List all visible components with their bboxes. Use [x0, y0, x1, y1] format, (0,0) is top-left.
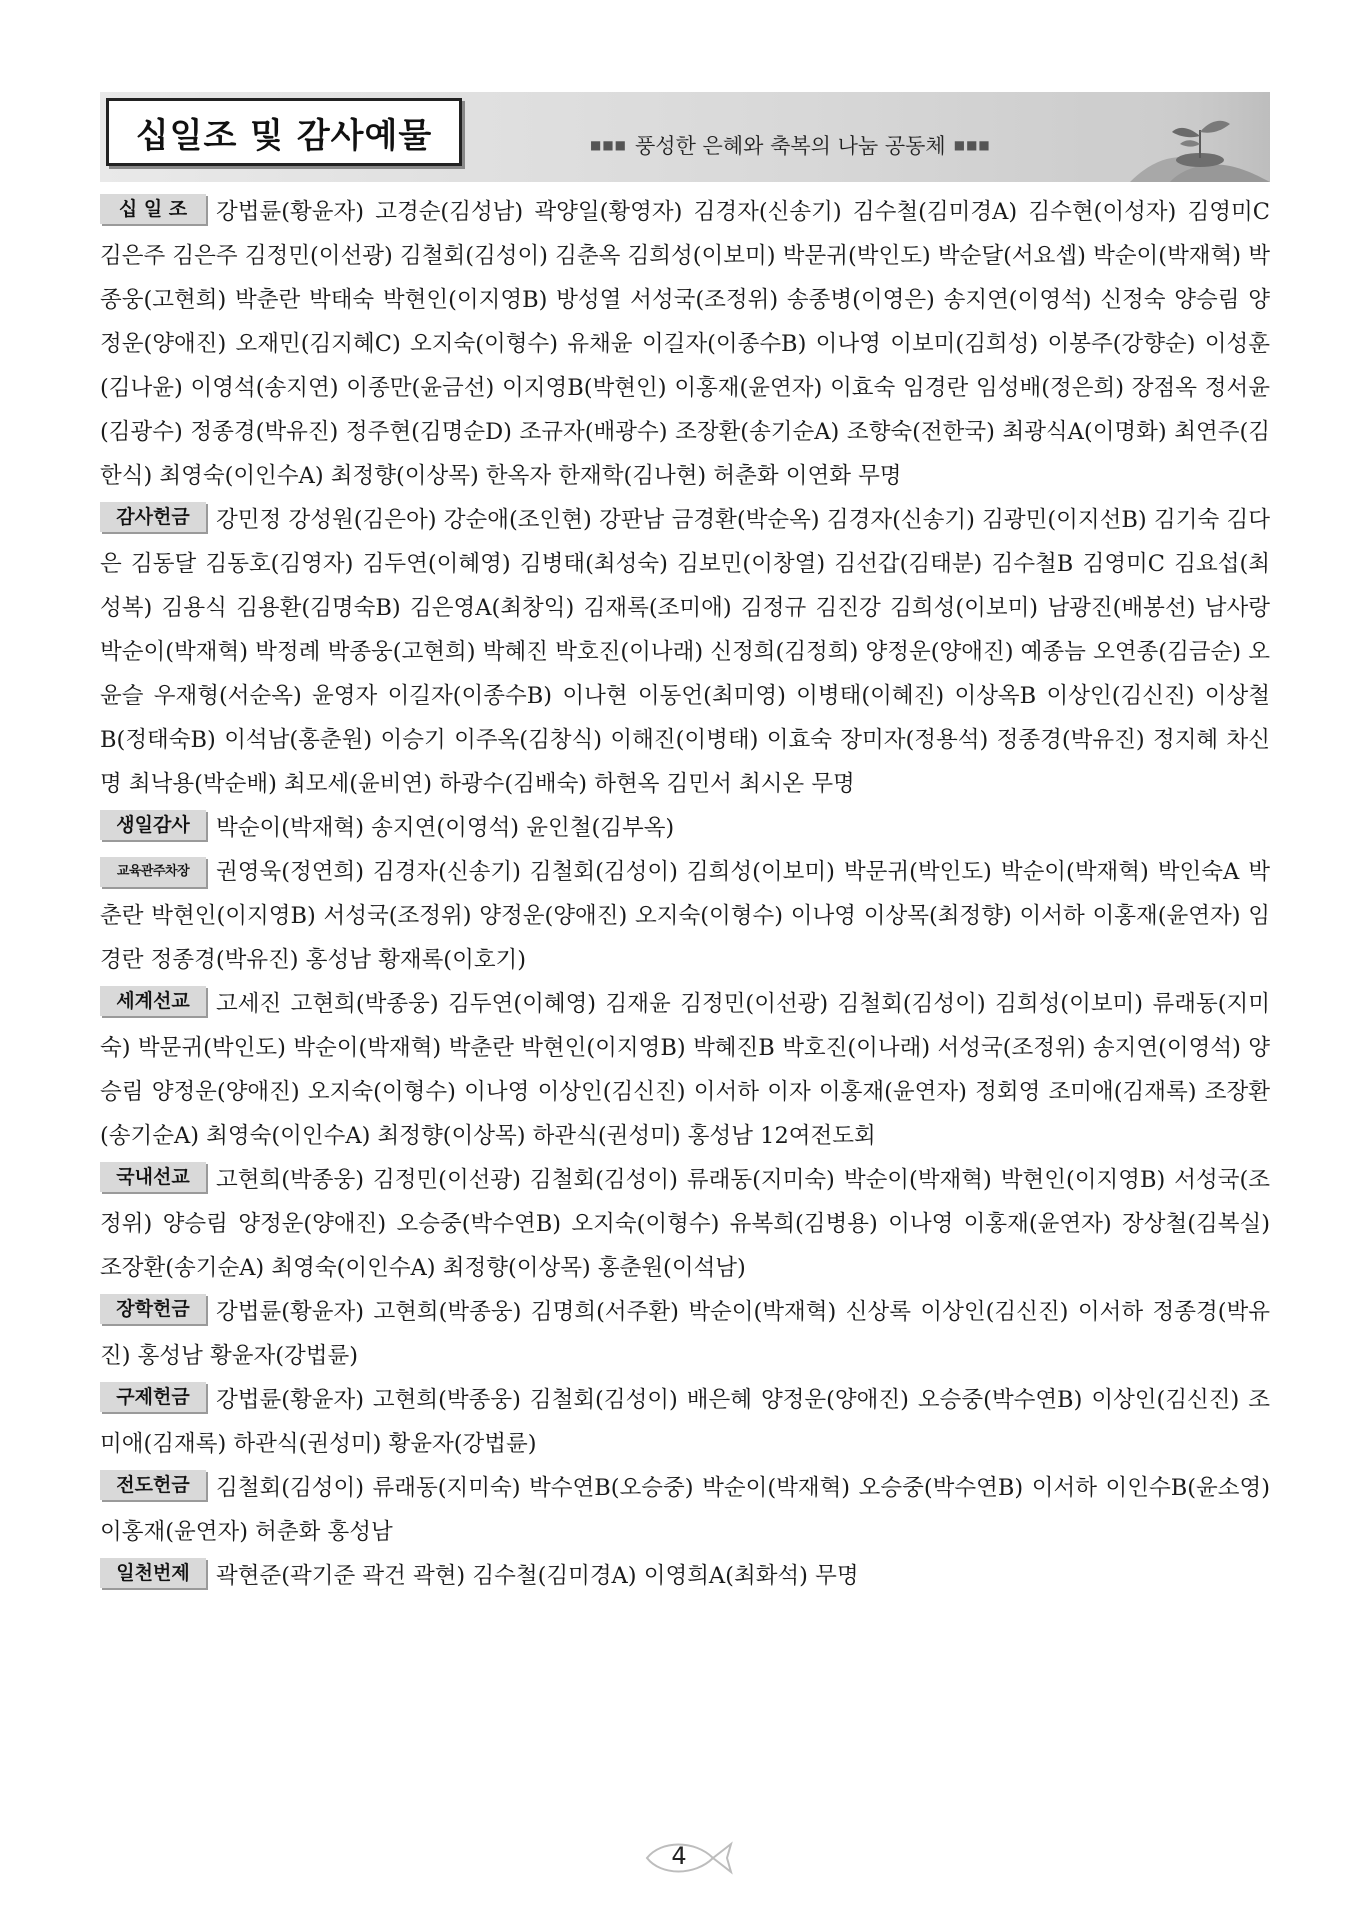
section-header-banner: [100, 92, 1270, 182]
section-label-tithe: 십 일 조: [100, 194, 206, 224]
page-number-text: 4: [671, 1842, 687, 1870]
section-label-evangelism: 전도헌금: [100, 1470, 206, 1500]
section-names-tithe: 강법륜(황윤자) 고경순(김성남) 곽양일(황영자) 김경자(신송기) 김수철(김미경A) 김수현(이성자) 김영미C 김은주 김은주 김정민(이선광) 김철회(김성이) 김춘옥 김희성(이보미) 박문귀(박인도) 박순달(서요셉) 박순이(박재혁) 박종웅(고현희) 박춘란 박태숙 박현인(이지영B) 방성열 서성국(조정위) 송종병(이영은) 송지연(이영석) 신정숙 양승림 양정운(양애진) 오재민(김지혜C) 오지숙(이형수) 유채윤 이길자(이종수B) 이나영 이보미(김희성) 이봉주(강향순) 이성훈(김나윤) 이영석(송지연) 이종만(윤금선) 이지영B(박현인) 이홍재(윤연자) 이효숙 임경란 임성배(정은희) 장점옥 정서윤(김광수) 정종경(박유진) 정주현(김명순D) 조규자(배광수) 조장환(송기순A) 조향숙(전한국) 최광식A(이명화) 최연주(김한식) 최영숙(이인수A) 최정향(이상목) 한옥자 한재학(김나현) 허춘화 이연화 무명: [100, 199, 1270, 489]
section-names-world-mission: 고세진 고현희(박종웅) 김두연(이혜영) 김재윤 김정민(이선광) 김철회(김성이) 김희성(이보미) 류래동(지미숙) 박문귀(박인도) 박순이(박재혁) 박춘란 박현인(이지영B) 박혜진B 박호진(이나래) 서성국(조정위) 송지연(이영석) 양승림 양정운(양애진) 오지숙(이형수) 이나영 이상인(김신진) 이서하 이자 이홍재(윤연자) 정회영 조미애(김재록) 조장환(송기순A) 최영숙(이인수A) 최정향(이상목) 하관식(권성미) 홍성남 12여전도회: [100, 991, 1270, 1149]
hands-with-sprout-image: [1100, 92, 1270, 182]
section-names-relief: 강법륜(황윤자) 고현희(박종웅) 김철회(김성이) 배은혜 양정운(양애진) 오승중(박수연B) 이상인(김신진) 조미애(김재록) 하관식(권성미) 황윤자(강법륜): [100, 1387, 1270, 1457]
section-names-thousand-offerings: 곽현준(곽기준 곽건 곽현) 김수철(김미경A) 이영희A(최화석) 무명: [216, 1563, 859, 1589]
section-label-world-mission: 세계선교: [100, 986, 206, 1016]
section-tithe: [100, 190, 1270, 498]
section-label-thousand-offerings: 일천번제: [100, 1558, 206, 1588]
section-names-birthday: 박순이(박재혁) 송지연(이영석) 윤인철(김부옥): [216, 815, 675, 841]
section-label-education-parking: 교육관주차장: [100, 857, 206, 887]
subtitle-dots-left: ■■■: [590, 138, 628, 152]
section-label-thanksgiving: 감사헌금: [100, 502, 206, 532]
subtitle-text: 풍성한 은혜와 축복의 나눔 공동체: [635, 134, 946, 158]
section-names-scholarship: 강법륜(황윤자) 고현희(박종웅) 김명희(서주환) 박순이(박재혁) 신상록 이상인(김신진) 이서하 정종경(박유진) 홍성남 황윤자(강법륜): [100, 1299, 1270, 1369]
page-number: [643, 1836, 733, 1880]
page-title: 십일조 및 감사예물: [106, 98, 462, 166]
section-label-domestic-mission: 국내선교: [100, 1162, 206, 1192]
section-label-scholarship: 장학헌금: [100, 1294, 206, 1324]
section-world-mission: [100, 982, 1270, 1158]
section-thousand-offerings: [100, 1554, 1270, 1598]
section-education-parking: [100, 850, 1270, 982]
section-birthday: [100, 806, 1270, 850]
section-names-thanksgiving: 강민정 강성원(김은아) 강순애(조인현) 강판남 금경환(박순옥) 김경자(신송기) 김광민(이지선B) 김기숙 김다은 김동달 김동호(김영자) 김두연(이혜영) 김병태(최성숙) 김보민(이창열) 김선갑(김태분) 김수철B 김영미C 김요섭(최성복) 김용식 김용환(김명숙B) 김은영A(최창익) 김재록(조미애) 김정규 김진강 김희성(이보미) 남광진(배봉선) 남사랑 박순이(박재혁) 박정례 박종웅(고현희) 박혜진 박호진(이나래) 신정희(김정희) 양정운(양애진) 예종늠 오연종(김금순) 오윤슬 우재형(서순옥) 윤영자 이길자(이종수B) 이나현 이동언(최미영) 이병태(이혜진) 이상옥B 이상인(김신진) 이상철B(정태숙B) 이석남(홍춘원) 이승기 이주옥(김창식) 이해진(이병태) 이효숙 장미자(정용석) 정종경(박유진) 정지혜 차신명 최낙용(박순배) 최모세(윤비연) 하광수(김배숙) 하현옥 김민서 최시온 무명: [100, 507, 1270, 797]
page-subtitle: [590, 130, 991, 160]
section-names-education-parking: 권영욱(정연희) 김경자(신송기) 김철회(김성이) 김희성(이보미) 박문귀(박인도) 박순이(박재혁) 박인숙A 박춘란 박현인(이지영B) 서성국(조정위) 양정운(양애진) 오지숙(이형수) 이나영 이상목(최정향) 이서하 이홍재(윤연자) 임경란 정종경(박유진) 홍성남 황재록(이호기): [100, 859, 1270, 973]
section-thanksgiving: [100, 498, 1270, 806]
subtitle-dots-right: ■■■: [953, 138, 991, 152]
section-names-domestic-mission: 고현희(박종웅) 김정민(이선광) 김철회(김성이) 류래동(지미숙) 박순이(박재혁) 박현인(이지영B) 서성국(조정위) 양승림 양정운(양애진) 오승중(박수연B) 오지숙(이형수) 유복희(김병용) 이나영 이홍재(윤연자) 장상철(김복실) 조장환(송기순A) 최영숙(이인수A) 최정향(이상목) 홍춘원(이석남): [100, 1167, 1270, 1281]
section-evangelism: [100, 1466, 1270, 1554]
section-domestic-mission: [100, 1158, 1270, 1290]
section-scholarship: [100, 1290, 1270, 1378]
section-label-relief: 구제헌금: [100, 1382, 206, 1412]
offering-list: [100, 190, 1270, 1598]
section-relief: [100, 1378, 1270, 1466]
section-names-evangelism: 김철회(김성이) 류래동(지미숙) 박수연B(오승중) 박순이(박재혁) 오승중(박수연B) 이서하 이인수B(윤소영) 이홍재(윤연자) 허춘화 홍성남: [100, 1475, 1270, 1545]
section-label-birthday: 생일감사: [100, 810, 206, 840]
